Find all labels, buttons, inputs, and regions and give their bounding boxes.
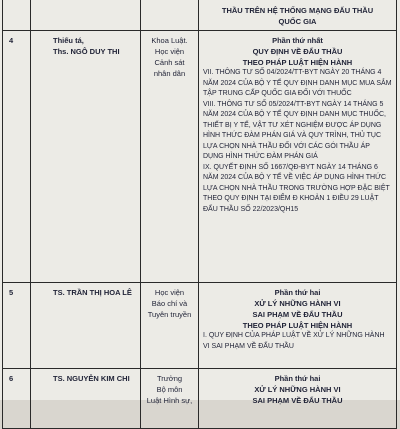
lecturer-name [31, 31, 141, 283]
section-heading: Phần thứ nhất [272, 36, 323, 45]
lecturer-name [31, 369, 141, 429]
unit-cell [141, 0, 199, 31]
section-heading: SAI PHẠM VỀ ĐẤU THẦU [252, 396, 343, 405]
content-paragraph: VIII. THÔNG TƯ SỐ 05/2024/TT-BYT NGÀY 14 THÁNG 5 NĂM 2024 CỦA BỘ Y TẾ QUY ĐỊNH DANH MỤC THUỐC, THIẾT BỊ Y TẾ, VẬT TƯ XÉT NGHIỆM ĐƯỢC ÁP DỤNG HÌNH THỨC ĐÀM PHÁN GIÁ VÀ QUY TRÌNH, THỦ TỤC LỰA CHỌN NHÀ THẦU ĐỐI VỚI CÁC GÓI THẦU ÁP DỤNG HÌNH THỨC ĐÀM PHÁN GIÁ [203, 100, 386, 160]
section-heading: QUY ĐỊNH VỀ ĐẤU THẦU [252, 47, 343, 56]
name-line: TS. TRẦN THỊ HOA LÊ [53, 288, 132, 297]
unit-line: Học viện [154, 288, 185, 297]
table-row [3, 283, 397, 369]
content-cell [199, 369, 397, 429]
name-line: Thiếu tá, [53, 36, 84, 45]
lecturer-unit [141, 283, 199, 369]
section-heading: THEO PHÁP LUẬT HIỆN HÀNH [242, 58, 353, 67]
content-line: QUỐC GIA [278, 17, 317, 26]
section-heading: Phần thứ hai [274, 288, 321, 297]
row-number: 5 [3, 283, 31, 369]
name-cell [31, 0, 141, 31]
content-paragraph: IX. QUYẾT ĐỊNH SỐ 1667/QĐ-BYT NGÀY 14 THÁNG 6 NĂM 2024 CỦA BỘ Y TẾ VỀ VIỆC ÁP DỤNG HÌNH THỨC LỰA CHỌN NHÀ THẦU TRONG TRƯỜNG HỢP ĐẶC BIỆT THEO QUY ĐỊNH TẠI ĐIỂM Đ KHOẢN 1 ĐIỀU 29 LUẬT ĐẤU THẦU SỐ 22/2023/QH15 [203, 163, 390, 213]
name-line: Ths. NGÔ DUY THI [53, 47, 120, 56]
content-cell [199, 31, 397, 283]
content-line: THẦU TRÊN HỆ THỐNG MẠNG ĐẤU THẦU [221, 6, 374, 15]
name-line: TS. NGUYỄN KIM CHI [53, 374, 130, 383]
section-heading: SAI PHẠM VỀ ĐẤU THẦU [252, 310, 343, 319]
unit-line: Khoa Luật. [151, 36, 188, 45]
lecturer-unit [141, 31, 199, 283]
table-row [3, 31, 397, 283]
unit-line: Cảnh sát [154, 58, 185, 67]
content-cell [199, 283, 397, 369]
section-heading: Phần thứ hai [274, 374, 321, 383]
content-paragraph: I. QUY ĐỊNH CỦA PHÁP LUẬT VỀ XỬ LÝ NHỮNG HÀNH VI SAI PHẠM VỀ ĐẤU THẦU [203, 332, 385, 350]
lecturer-unit [141, 369, 199, 429]
row-number: 6 [3, 369, 31, 429]
section-heading: THEO PHÁP LUẬT HIỆN HÀNH [242, 321, 353, 330]
lecturer-name [31, 283, 141, 369]
table-row [3, 369, 397, 429]
content-cell [199, 0, 397, 31]
section-heading: XỬ LÝ NHỮNG HÀNH VI [254, 385, 341, 394]
section-heading: XỬ LÝ NHỮNG HÀNH VI [254, 299, 341, 308]
table-row [3, 0, 397, 31]
unit-line: Báo chí và [151, 299, 188, 308]
schedule-table [2, 0, 397, 429]
num-cell [3, 0, 31, 31]
unit-line: Học viện [154, 47, 185, 56]
unit-line: Trưởng [156, 374, 183, 383]
unit-line: Bộ môn [156, 385, 183, 394]
unit-line: Luật Hình sự, [146, 396, 193, 405]
unit-line: nhân dân [153, 69, 186, 78]
content-paragraph: VII. THÔNG TƯ SỐ 04/2024/TT-BYT NGÀY 20 THÁNG 4 NĂM 2024 CỦA BỘ Y TẾ QUY ĐỊNH DANH MỤC MUA SẮM TẬP TRUNG CẤP QUỐC GIA ĐỐI VỚI THUỐC [203, 69, 392, 97]
row-number: 4 [3, 31, 31, 283]
unit-line: Tuyên truyền [147, 310, 192, 319]
